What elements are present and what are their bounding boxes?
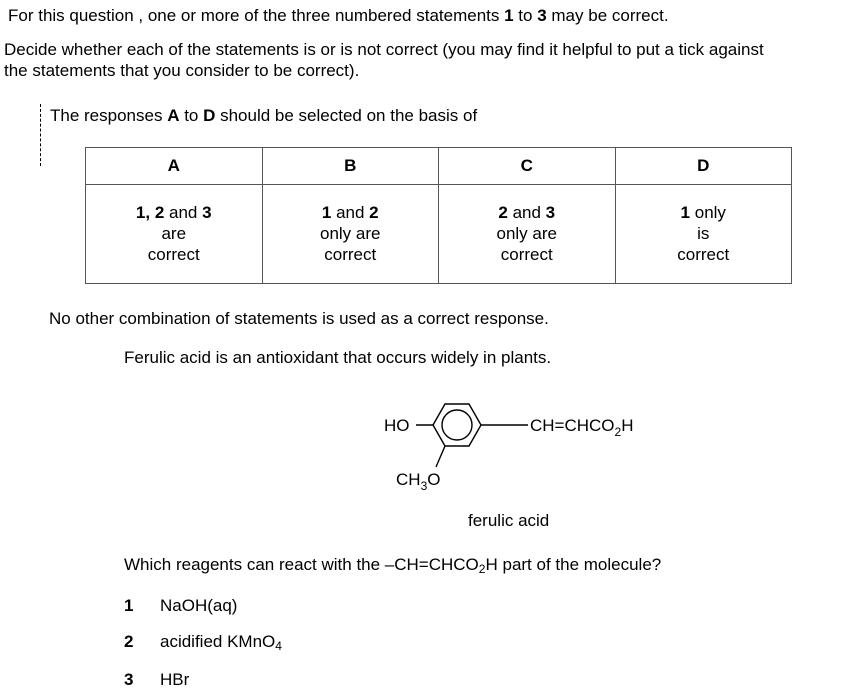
header-a: A (86, 148, 263, 185)
statement-3-number: 3 (124, 670, 134, 689)
basis-mid: to (179, 106, 204, 125)
basis-bold-a: A (167, 106, 180, 125)
statement-2-text: acidified KMnO (160, 632, 276, 651)
statement-2-number: 2 (124, 632, 134, 651)
cell-b-line-3: correct (324, 245, 377, 264)
structure-caption: ferulic acid (468, 511, 550, 530)
cell-c (439, 185, 616, 284)
response-table-body-row (86, 185, 792, 284)
methoxy-o: O (427, 470, 441, 489)
cell-c-bold: 2 (498, 203, 508, 222)
intro-line-1-post: may be correct. (546, 6, 669, 25)
header-c: C (439, 148, 616, 185)
no-other-note: No other combination of statements is used as a correct response. (49, 309, 549, 328)
cell-a-line-3: correct (147, 245, 200, 264)
response-table-header-row (86, 148, 792, 185)
side-chain-label (530, 416, 634, 439)
statement-3 (124, 670, 189, 690)
cell-c-rest: and (507, 203, 546, 222)
cell-d-line-2: is (697, 224, 710, 243)
methoxy-bond (436, 446, 445, 467)
cell-b-rest: and (331, 203, 370, 222)
header-b: B (262, 148, 439, 185)
benzene-aromatic-circle (442, 410, 472, 440)
basis-post: should be selected on the basis of (215, 106, 478, 125)
question-pre: Which reagents can react with the –CH=CHCO (124, 555, 479, 574)
intro-line-2: Decide whether each of the statements is or is not correct (you may find it helpful to put a tick against (4, 40, 764, 59)
intro-line-1-bold-1: 1 (504, 6, 514, 25)
cell-a-line-2: are (161, 224, 187, 243)
context-line: Ferulic acid is an antioxidant that occurs widely in plants. (124, 348, 552, 367)
intro-line-1 (8, 6, 669, 26)
question-sub: 2 (478, 562, 486, 576)
intro-line-1-mid: to (513, 6, 538, 25)
cell-d-rest: only (690, 203, 726, 222)
cell-c-line-3: correct (500, 245, 553, 264)
cell-a-bold-2: 3 (202, 203, 212, 222)
margin-dashed-line (40, 104, 41, 166)
side-chain-sub: 2 (614, 425, 622, 439)
response-table (85, 147, 792, 284)
basis-line (50, 106, 477, 126)
cell-b-bold: 1 (321, 203, 332, 222)
cell-c-bold-2: 3 (545, 203, 556, 222)
side-chain-end: H (621, 416, 634, 435)
question-post: H part of the molecule? (485, 555, 662, 574)
statement-1-number: 1 (124, 596, 134, 615)
cell-b-bold-2: 2 (369, 203, 379, 222)
intro-line-1-pre: For this question , one or more of the three numbered statements (8, 6, 505, 25)
statement-3-text: HBr (160, 670, 190, 689)
cell-a-bold: 1, 2 (135, 203, 165, 222)
cell-b (262, 185, 439, 284)
ho-label: HO (384, 416, 410, 435)
basis-pre: The responses (50, 106, 168, 125)
cell-d-line-3: correct (677, 245, 730, 264)
cell-a-rest: and (164, 203, 203, 222)
statement-1 (124, 596, 237, 616)
question-line (124, 555, 661, 575)
header-d: D (615, 148, 792, 185)
intro-line-1-bold-2: 3 (537, 6, 547, 25)
cell-d-bold: 1 (680, 203, 691, 222)
statement-2-sub: 4 (275, 639, 282, 653)
side-chain-text: CH=CHCO (530, 416, 615, 435)
cell-a (86, 185, 263, 284)
cell-b-line-2: only are (320, 224, 381, 243)
cell-c-line-2: only are (496, 224, 557, 243)
cell-d (615, 185, 792, 284)
statement-2 (124, 632, 282, 652)
methoxy-ch: CH (396, 470, 421, 489)
methoxy-sub: 3 (420, 479, 428, 493)
statement-1-text: NaOH(aq) (160, 596, 238, 615)
ferulic-acid-structure (380, 390, 680, 500)
benzene-ring (416, 404, 528, 467)
intro-line-3: the statements that you consider to be correct). (4, 61, 360, 80)
basis-bold-d: D (203, 106, 216, 125)
methoxy-label (396, 470, 440, 493)
